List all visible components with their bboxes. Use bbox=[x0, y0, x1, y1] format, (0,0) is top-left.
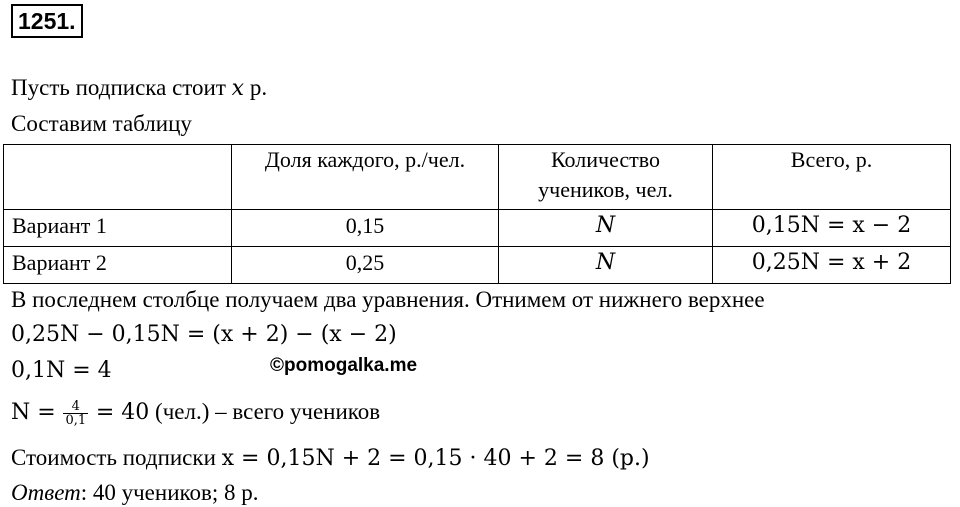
fraction bbox=[63, 400, 88, 427]
answer-line bbox=[11, 479, 259, 507]
row1-count: N bbox=[499, 210, 713, 247]
watermark: ©pomogalka.me bbox=[270, 355, 418, 376]
row2-share: 0,25 bbox=[232, 247, 499, 284]
row2-total: 0,25N = x + 2 bbox=[713, 247, 951, 284]
row1-share: 0,15 bbox=[232, 210, 499, 247]
result-text: (чел.) – всего учеников bbox=[149, 399, 381, 424]
header-count bbox=[499, 145, 713, 210]
solution-line-1: В последнем столбце получаем два уравнения. Отнимем от нижнего верхнее bbox=[11, 287, 765, 312]
table-header-row bbox=[4, 145, 951, 210]
solution-line-3: 0,1N = 4 bbox=[11, 358, 112, 383]
solution-line-4 bbox=[11, 398, 380, 427]
solution-line-2: 0,25N − 0,15N = (x + 2) − (x − 2) bbox=[11, 322, 397, 347]
result-value: = 40 bbox=[95, 400, 150, 425]
solution-line-5 bbox=[11, 444, 650, 473]
intro-text: Пусть подписка стоит bbox=[11, 75, 232, 100]
answer-label: Ответ bbox=[11, 480, 81, 505]
row2-count: N bbox=[499, 247, 713, 284]
header-count-line1: Количество bbox=[550, 147, 661, 172]
header-total: Всего, р. bbox=[713, 145, 951, 210]
intro-variable: x bbox=[231, 76, 245, 101]
problem-number: 1251. bbox=[11, 4, 83, 38]
intro-line-2: Составим таблицу bbox=[11, 111, 192, 136]
row1-label: Вариант 1 bbox=[4, 210, 232, 247]
n-equals: N = bbox=[11, 400, 56, 425]
header-count-line2: учеников, чел. bbox=[538, 177, 673, 202]
table-row bbox=[4, 210, 951, 247]
cost-text: Стоимость подписки bbox=[11, 445, 222, 470]
intro-line-1 bbox=[11, 74, 267, 103]
cost-math: x = 0,15N + 2 = 0,15 · 40 + 2 = 8 (р.) bbox=[221, 446, 650, 471]
fraction-denominator: 0,1 bbox=[65, 413, 87, 429]
data-table bbox=[3, 144, 951, 284]
row2-label: Вариант 2 bbox=[4, 247, 232, 284]
answer-text: : 40 учеников; 8 р. bbox=[80, 480, 259, 505]
row1-total: 0,15N = x − 2 bbox=[713, 210, 951, 247]
fraction-numerator: 4 bbox=[63, 400, 88, 414]
table-row bbox=[4, 247, 951, 284]
header-empty-cell bbox=[4, 145, 232, 210]
intro-unit: р. bbox=[244, 75, 268, 100]
header-share: Доля каждого, р./чел. bbox=[232, 145, 499, 210]
